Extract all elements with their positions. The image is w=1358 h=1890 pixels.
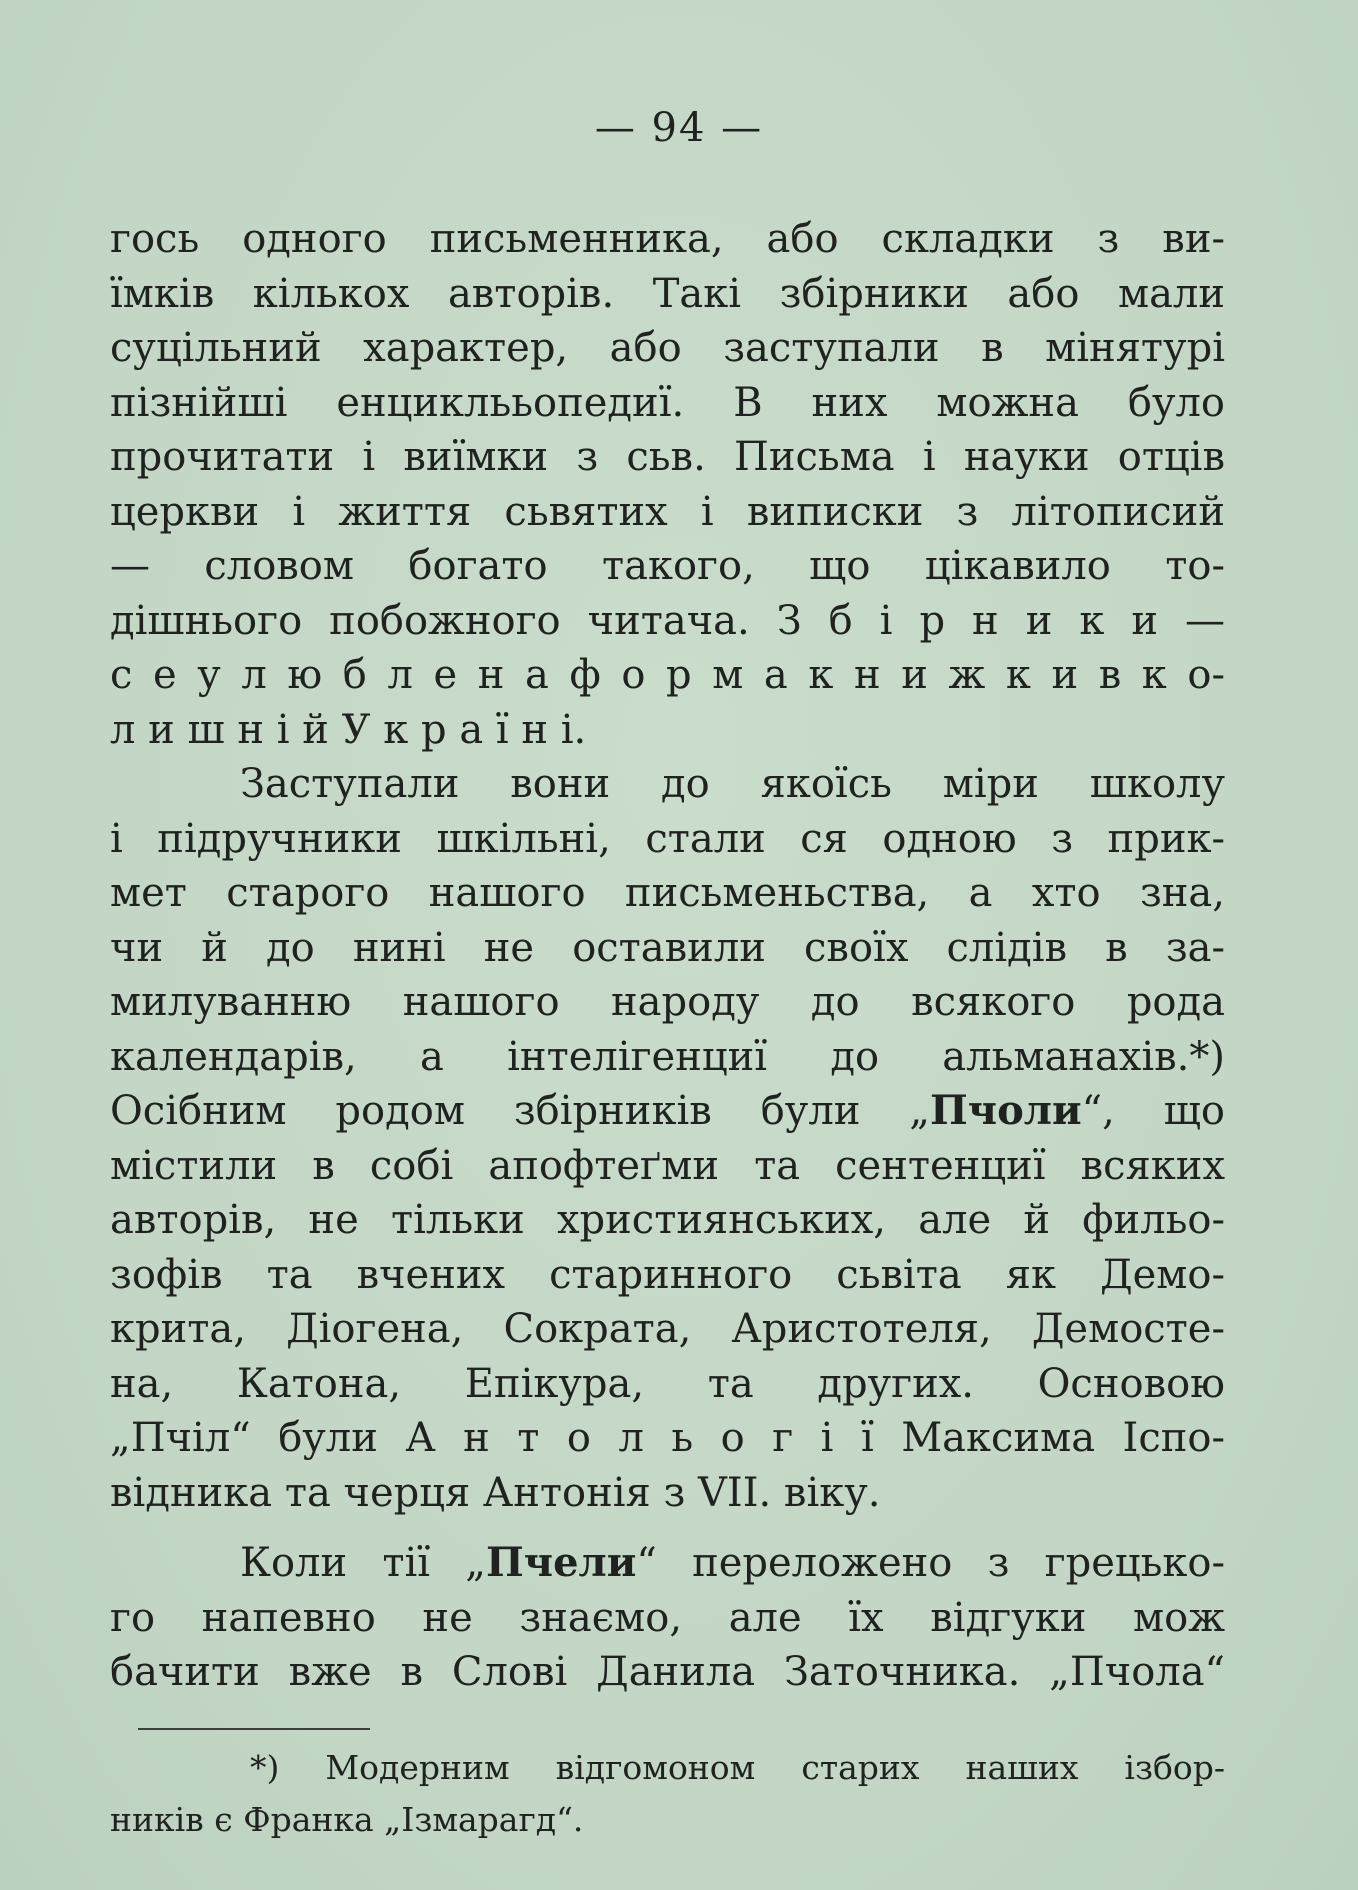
page-number: — 94 — xyxy=(594,105,764,151)
text-line: і підручники шкільні, стали ся одною з прик- xyxy=(110,815,1225,862)
footnote-rule xyxy=(138,1728,370,1730)
body-text xyxy=(110,212,1225,1700)
text-line: авторів, не тільки християнських, але й фильо- xyxy=(110,1197,1225,1243)
text-span: Осібним родом збірників були „ xyxy=(110,1088,931,1134)
text-line: календарів, а інтелігенциї до альманахів.*) xyxy=(110,1033,1225,1080)
text-line: крита, Діогена, Сократа, Аристотеля, Демосте- xyxy=(110,1306,1225,1352)
text-line: — словом богато такого, що цікавило то- xyxy=(110,543,1225,589)
text-line: церкви і життя сьвятих і виписки з літописий xyxy=(110,488,1225,535)
text-line: го напевно не знаємо, але їх відгуки мож xyxy=(110,1594,1225,1641)
text-line: „Пчіл“ були А н т о л ь о г і ї Максима Іспо- xyxy=(110,1415,1225,1461)
text-line: л и ш н і й У к р а ї н і. xyxy=(110,706,587,753)
text-line: пізнійші енциклььопедиї. В них можна було xyxy=(110,379,1225,426)
text-line: гось одного письменника, або складки з ви- xyxy=(110,216,1225,262)
footnote-line: ників є Франка „Ізмарагд“. xyxy=(110,1800,584,1839)
paragraph-3 xyxy=(110,1536,1225,1700)
text-span: Коли тії „ xyxy=(240,1540,487,1586)
text-line: суцільний характер, або заступали в мінятурі xyxy=(110,325,1225,371)
text-line: їмків кількох авторів. Такі збірники або мали xyxy=(110,270,1225,317)
text-line: мет старого нашого письменьства, а хто зна, xyxy=(110,870,1225,916)
text-span: “, що xyxy=(1081,1088,1225,1134)
paragraph-1 xyxy=(110,212,1225,757)
text-span: “ переложено з грецько- xyxy=(636,1540,1225,1586)
text-line: на, Катона, Епікура, та других. Основою xyxy=(110,1360,1225,1407)
paragraph-gap xyxy=(110,1520,1225,1536)
text-line: бачити вже в Слові Данила Заточника. „Пчола“ xyxy=(110,1649,1225,1695)
text-line: містили в собі апофтеґми та сентенциї всяких xyxy=(110,1142,1225,1189)
text-line: с е у л ю б л е н а ф о р м а к н и ж к и в к о- xyxy=(110,652,1225,698)
text-line: чи й до нині не оставили своїх слідів в за- xyxy=(110,924,1225,971)
text-line-bees xyxy=(110,1084,1225,1139)
bold-term: Пчоли xyxy=(930,1087,1082,1134)
text-line: дішнього побожного читача. З б і р н и к и — xyxy=(110,597,1225,644)
text-line: милуванню нашого народу до всякого рода xyxy=(110,979,1225,1025)
paragraph-2 xyxy=(110,757,1225,1520)
text-line-bees xyxy=(110,1536,1225,1591)
text-line: зофів та вчених старинного сьвіта як Демо- xyxy=(110,1251,1225,1298)
bold-term: Пчели xyxy=(486,1539,637,1586)
text-line: Заступали вони до якоїсь міри школу xyxy=(240,761,1225,807)
footnote-line: *) Модерним відгомоном старих наших ізбор- xyxy=(250,1748,1225,1787)
text-line: прочитати і виїмки з сьв. Письма і науки отців xyxy=(110,434,1225,480)
footnote xyxy=(110,1742,1225,1846)
text-line: відника та черця Антонія з VII. віку. xyxy=(110,1469,881,1516)
